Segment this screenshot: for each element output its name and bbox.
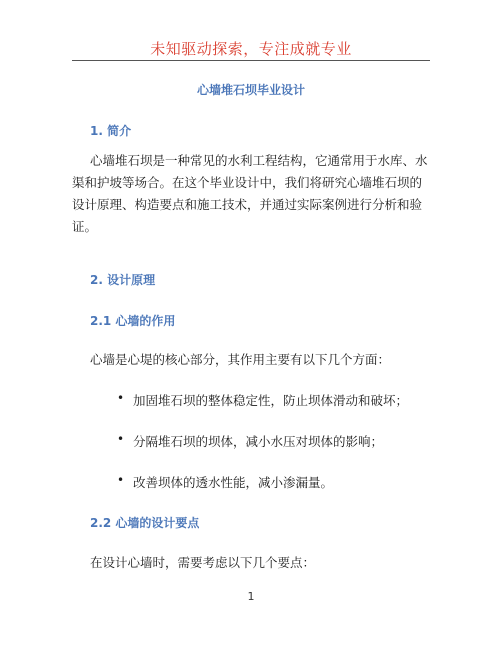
subsection-heading-core-wall-function: 2.1 心墙的作用 bbox=[90, 314, 176, 328]
bullet-marker: • bbox=[117, 391, 125, 405]
core-wall-function-intro: 心墙是心堤的核心部分，其作用主要有以下几个方面： bbox=[90, 352, 391, 367]
bullet-item: 加固堆石坝的整体稳定性，防止坝体滑动和破坏； bbox=[133, 393, 409, 408]
document-title: 心墙堆石坝毕业设计 bbox=[196, 83, 305, 97]
subsection-heading-core-wall-design-points: 2.2 心墙的设计要点 bbox=[90, 516, 200, 530]
bullet-marker: • bbox=[117, 473, 125, 487]
section-heading-design-principle: 2. 设计原理 bbox=[90, 273, 156, 287]
page-number: 1 bbox=[247, 590, 255, 603]
bullet-marker: • bbox=[117, 432, 125, 446]
bullet-item: 改善坝体的透水性能，减小渗漏量。 bbox=[133, 475, 334, 490]
page-header-text: 未知驱动探索，专注成就专业 bbox=[150, 40, 352, 58]
header-divider bbox=[72, 60, 430, 61]
bullet-item: 分隔堆石坝的坝体，减小水压对坝体的影响； bbox=[133, 434, 384, 449]
section-heading-intro: 1. 简介 bbox=[90, 124, 132, 138]
design-points-intro: 在设计心墙时，需要考虑以下几个要点： bbox=[90, 555, 316, 570]
intro-paragraph: 心墙堆石坝是一种常见的水利工程结构，它通常用于水库、水渠和护坡等场合。在这个毕业设计中，我们将研究心墙堆石坝的设计原理、构造要点和施工技术，并通过实际案例进行分析和验证。 bbox=[72, 153, 428, 234]
